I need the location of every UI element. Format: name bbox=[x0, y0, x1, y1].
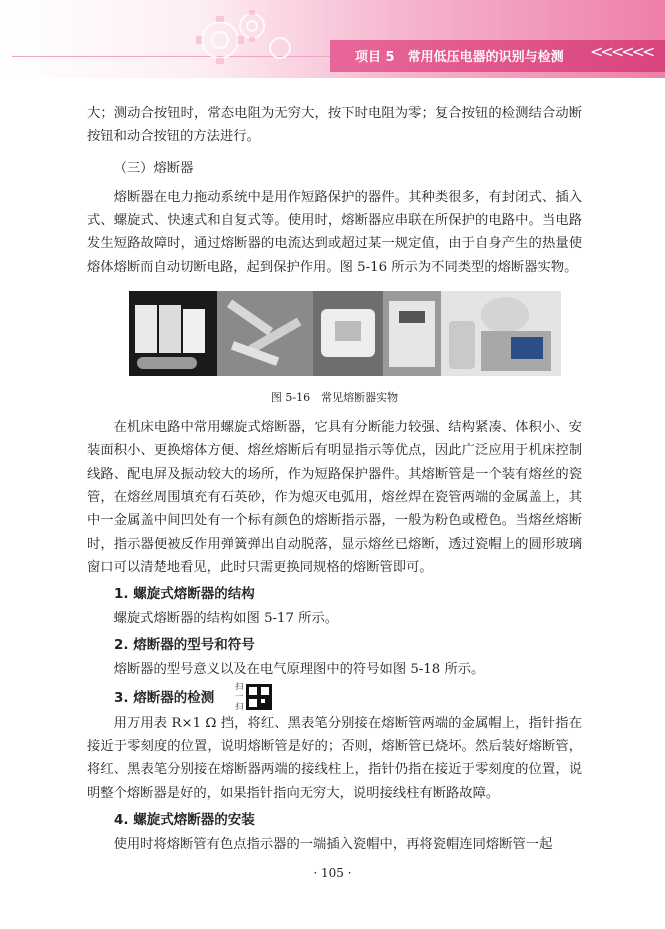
scan-label: 扫一扫 bbox=[235, 681, 244, 711]
scan-qr-block[interactable] bbox=[234, 682, 272, 712]
photo-modular-fuse-holders bbox=[129, 291, 217, 376]
heading-detection: 3. 熔断器的检测 bbox=[114, 689, 215, 706]
page-number: · 105 · bbox=[313, 866, 352, 880]
gear-decoration-icon bbox=[180, 0, 340, 78]
paragraph-detection: 用万用表 R×1 Ω 挡，将红、黑表笔分别接在熔断管两端的金属帽上，指针指在接近于零刻度的位置，说明熔断管是好的；否则，熔断管已烧坏。然后装好熔断管，将红、黑表笔分别接在熔断器两端的接线柱上，指针仍指在接近于零刻度的位置，说明整个熔断器是好的，如果指针指向无穷大，说明接线柱有断路故障。 bbox=[87, 715, 582, 801]
qr-code-icon[interactable] bbox=[246, 684, 272, 710]
heading-structure: 1. 螺旋式熔断器的结构 bbox=[114, 586, 255, 603]
page-header bbox=[0, 0, 665, 78]
paragraph-installation: 使用时将熔断管有色点指示器的一端插入瓷帽中，再将瓷帽连同熔断管一起 bbox=[113, 836, 553, 852]
photo-plug-in-fuse-base bbox=[313, 291, 383, 376]
section-title: （三）熔断器 bbox=[113, 160, 194, 176]
page-body bbox=[87, 102, 582, 856]
detection-heading-row bbox=[87, 682, 582, 712]
photo-spiral-fuses bbox=[441, 291, 561, 376]
paragraph-continued: 大；测动合按钮时，常态电阻为无穷大，按下时电阻为零；复合按钮的检测结合动断按钮和动合按钮的方法进行。 bbox=[87, 106, 582, 145]
paragraph-model-symbol: 熔断器的型号意义以及在电气原理图中的符号如图 5-18 所示。 bbox=[113, 662, 485, 678]
chapter-title: 项目 5 常用低压电器的识别与检测 bbox=[355, 50, 564, 65]
chevron-decoration-icon: <<<<<< bbox=[590, 42, 653, 61]
figure-caption: 图 5-16 常见熔断器实物 bbox=[270, 391, 399, 405]
paragraph-structure: 螺旋式熔断器的结构如图 5-17 所示。 bbox=[113, 611, 339, 627]
paragraph-fuse-intro: 熔断器在电力拖动系统中是用作短路保护的器件。其种类很多，有封闭式、插入式、螺旋式、快速式和自复式等。使用时，熔断器应串联在所保护的电路中。当电路发生短路故障时，通过熔断器的电流达到或超过某一规定值，由于自身产生的热量使熔体熔断而自动切断电路，起到保护作用。图 5-16 所示为不同类型的熔断器实物。 bbox=[87, 189, 582, 275]
heading-installation: 4. 螺旋式熔断器的安装 bbox=[114, 811, 255, 828]
figure-fuse-photos bbox=[129, 291, 561, 376]
heading-model-symbol: 2. 熔断器的型号和符号 bbox=[114, 637, 255, 654]
photo-plug-in-fuse-cap bbox=[383, 291, 441, 376]
photo-glass-tube-fuses bbox=[217, 291, 313, 376]
paragraph-spiral-fuse: 在机床电路中常用螺旋式熔断器，它具有分断能力较强、结构紧凑、体积小、安装面积小、更换熔体方便、熔丝熔断后有明显指示等优点，因此广泛应用于机床控制线路、配电屏及振动较大的场所，作为短路保护器件。其熔断管是一个装有熔丝的瓷管，在熔丝周围填充有石英砂，作为熄灭电弧用，熔丝焊在瓷管两端的金属盖上，其中一金属盖中间凹处有一个标有颜色的熔断指示器，一般为粉色或橙色。当熔丝熔断时，指示器便被反作用弹簧弹出自动脱落，显示熔丝已熔断，透过瓷帽上的圆形玻璃窗口可以清楚地看见，此时只需更换同规格的熔断管即可。 bbox=[87, 420, 582, 575]
